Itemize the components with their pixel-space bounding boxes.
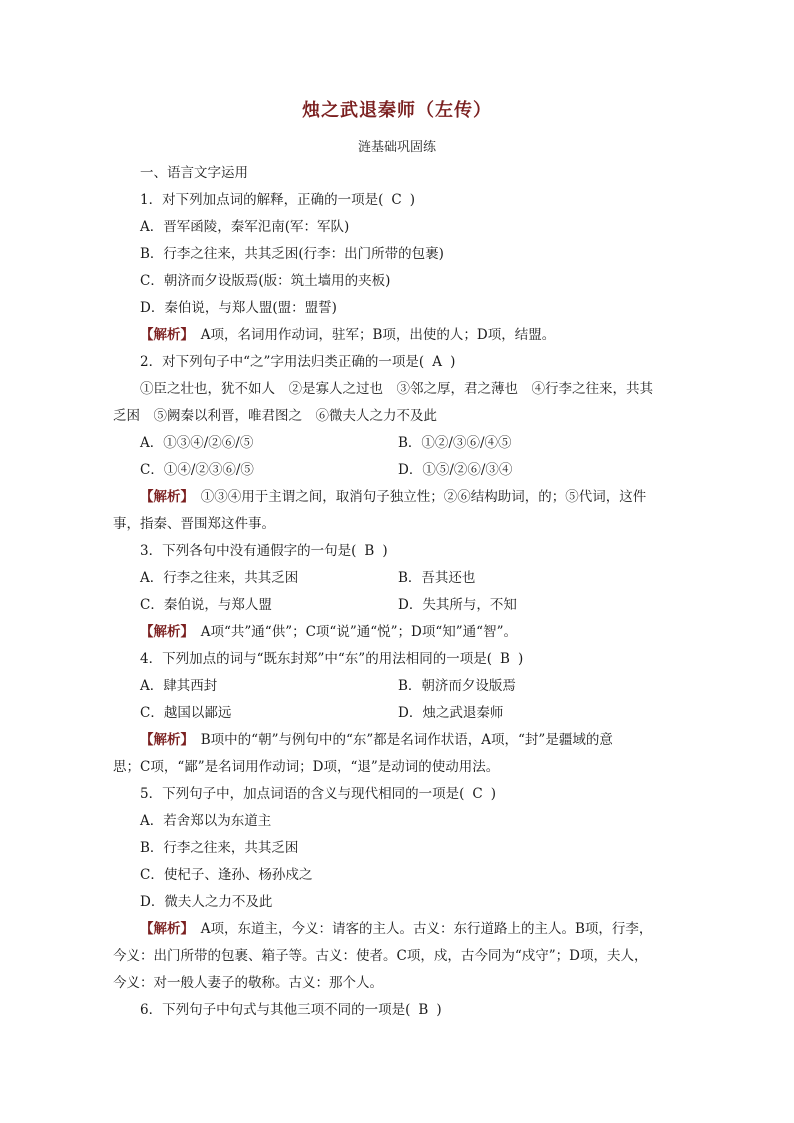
question-3-option-b: B．吾其还也 [398,570,476,586]
question-5-explanation: 【解析】 A项，东道主，今义：请客的主人。古义：东行道路上的主人。B项，行李， [140,921,653,937]
question-1-explanation: 【解析】 A项，名词用作动词，驻军；B项，出使的人；D项，结盟。 [140,327,556,343]
question-4-explanation: 【解析】 B项中的“朝”与例句中的“东”都是名词作状语，A项，“封”是疆域的意 [140,732,613,748]
question-3-option-d: D．失其所与，不知 [398,597,517,613]
question-1-option-b: B．行李之往来，共其乏困(行李：出门所带的包裹) [140,246,444,262]
question-1-option-c: C．朝济而夕设版焉(版：筑土墙用的夹板) [140,273,391,289]
question-4-option-d: D．烛之武退秦师 [398,705,504,721]
question-3-stem: 3．下列各句中没有通假字的一句是( B ) [113,538,683,565]
question-2-option-b: B．①②/③⑥/④⑤ [398,435,512,451]
question-2-explanation-cont: 事，指秦、晋围郑这件事。 [113,516,275,532]
question-2-option-c: C．①④/②③⑥/⑤ [140,462,254,478]
question-2-options-row-2 [113,457,683,484]
document-body [113,160,683,1024]
question-2-sentences-cont: 乏困 ⑤阙秦以利晋，唯君图之 ⑥微夫人之力不及此 [113,408,437,424]
question-4-options-row-2 [113,700,683,727]
question-1-option-a: A．晋军函陵，秦军氾南(军：军队) [140,219,350,235]
question-5-option-d: D．微夫人之力不及此 [140,894,273,910]
question-2-explanation: 【解析】 ①③④用于主谓之间，取消句子独立性；②⑥结构助词，的；⑤代词，这件 [140,489,647,505]
question-1-stem: 1．对下列加点词的解释，正确的一项是( C ) [113,187,683,214]
question-4-option-a: A．肆其西封 [140,678,218,694]
question-2-options-row-1 [113,430,683,457]
question-4-stem: 4．下列加点的词与“既东封郑”中“东”的用法相同的一项是( B ) [113,646,683,673]
question-5-explanation-cont-2: 今义：对一般人妻子的敬称。古义：那个人。 [113,975,383,991]
question-3-answer: B [364,543,375,559]
question-5-option-c: C．使杞子、逢孙、杨孙戍之 [140,867,313,883]
section-heading: 一、语言文字运用 [140,165,248,181]
question-3-options-row-1 [113,565,683,592]
page-subtitle: 涟基础巩固练 [357,140,436,155]
question-2-option-d: D．①⑤/②⑥/③④ [398,462,513,478]
question-2-sentences: ①臣之壮也，犹不如人 ②是寡人之过也 ③邻之厚，君之薄也 ④行李之往来，共其 [140,381,653,397]
question-4-explanation-cont: 思；C项，“鄙”是名词用作动词；D项，“退”是动词的使动用法。 [113,759,500,775]
question-5-stem: 5．下列句子中，加点词语的含义与现代相同的一项是( C ) [113,781,683,808]
question-4-option-b: B．朝济而夕设版焉 [398,678,516,694]
question-5-option-b: B．行李之往来，共其乏困 [140,840,299,856]
question-3-options-row-2 [113,592,683,619]
explanation-label: 【解析】 [140,327,188,343]
question-3-option-c: C．秦伯说，与郑人盟 [140,597,272,613]
explanation-label: 【解析】 [140,624,188,640]
question-4-options-row-1 [113,673,683,700]
explanation-label: 【解析】 [140,921,188,937]
question-3-option-a: A．行李之往来，共其乏困 [140,570,299,586]
question-4-answer: B [500,651,510,667]
question-3-explanation: 【解析】 A项“共”通“供”；C项“说”通“悦”；D项“知”通“智”。 [140,624,517,640]
question-4-option-c: C．越国以鄙远 [140,705,232,721]
question-2-stem: 2．对下列句子中“之”字用法归类正确的一项是( A ) [113,349,683,376]
question-5-option-a: A．若舍郑以为东道主 [140,813,272,829]
question-1-answer: C [391,192,402,208]
question-1-option-d: D．秦伯说，与郑人盟(盟：盟誓) [140,300,337,316]
explanation-label: 【解析】 [140,732,188,748]
question-5-answer: C [472,786,483,802]
explanation-label: 【解析】 [140,489,188,505]
question-6-answer: B [418,1002,429,1018]
question-6-stem: 6．下列句子中句式与其他三项不同的一项是( B ) [113,997,683,1024]
question-5-explanation-cont-1: 今义：出门所带的包裹、箱子等。古义：使者。C项，戍，古今同为“戍守”；D项，夫人， [113,948,648,964]
page-title: 烛之武退秦师（左传） [302,100,492,121]
question-2-option-a: A．①③④/②⑥/⑤ [140,435,254,451]
question-2-answer: A [432,354,443,370]
